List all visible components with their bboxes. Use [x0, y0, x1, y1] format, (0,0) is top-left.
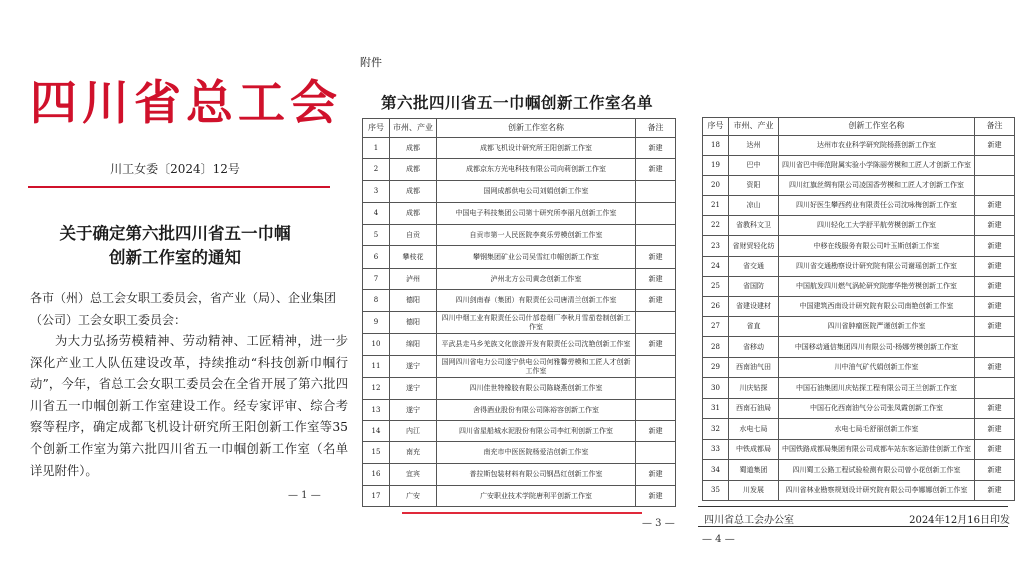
region-cell: 资阳 [729, 176, 779, 196]
table-row [363, 421, 676, 442]
row-number-cell: 2 [363, 159, 390, 181]
studio-name-cell: 泸州北方公司黄念创新工作室 [437, 269, 636, 290]
region-cell: 达州 [729, 136, 779, 156]
remark-cell [975, 156, 1015, 176]
region-cell: 西南石油局 [729, 399, 779, 419]
studio-name-cell: 中国石化西南油气分公司张凤霞创新工作室 [779, 399, 975, 419]
document-page-1 [0, 0, 350, 562]
studio-name-cell: 四川佳世特橡胶有限公司陈晓燕创新工作室 [437, 378, 636, 400]
studio-name-cell: 川中油气矿代娟创新工作室 [779, 358, 975, 378]
studio-name-cell: 国网四川省电力公司遂宁供电公司何雅馨劳模和工匠人才创新工作室 [437, 356, 636, 378]
header-cell: 序号 [703, 118, 729, 136]
row-number-cell: 17 [363, 486, 390, 507]
row-number-cell: 35 [703, 481, 729, 501]
remark-cell: 新建 [975, 257, 1015, 277]
remark-cell: 新建 [975, 399, 1015, 419]
table-row [703, 337, 1015, 358]
region-cell: 成都 [390, 159, 437, 181]
table-row [363, 400, 676, 421]
table-row [363, 334, 676, 356]
page-number: — 4 — [702, 534, 735, 545]
region-cell: 成都 [390, 181, 437, 203]
region-cell: 凉山 [729, 196, 779, 216]
attachment-label: 附件 [360, 56, 382, 69]
row-number-cell: 26 [703, 297, 729, 317]
studio-name-cell: 四川省林业勘察规划设计研究院有限公司李娜娜创新工作室 [779, 481, 975, 501]
remark-cell: 新建 [975, 481, 1015, 501]
table-row [363, 442, 676, 464]
studio-name-cell: 攀钢集团矿业公司吴雪红巾帼创新工作室 [437, 246, 636, 269]
salutation: 各市（州）总工会女职工委员会，省产业（局）、企业集团（公司）工会女职工委员会： [30, 291, 337, 327]
row-number-cell: 22 [703, 216, 729, 236]
table-row [363, 225, 676, 246]
footer-top-rule [698, 506, 1008, 507]
studio-name-cell: 中移在线服务有限公司叶玉斯创新工作室 [779, 236, 975, 257]
table-row [703, 358, 1015, 378]
remark-cell: 新建 [975, 419, 1015, 440]
studio-name-cell: 四川好医生攀西药业有限责任公司沈咏梅创新工作室 [779, 196, 975, 216]
region-cell: 内江 [390, 421, 437, 442]
document-number: 川工女委〔2024〕12号 [110, 162, 240, 176]
page-number: — 3 — [642, 518, 675, 529]
region-cell: 泸州 [390, 269, 437, 290]
remark-cell: 新建 [975, 196, 1015, 216]
header-cell: 市州、产业 [390, 119, 437, 138]
table-row [703, 419, 1015, 440]
red-divider-line [28, 186, 330, 188]
remark-cell: 新建 [975, 216, 1015, 236]
row-number-cell: 3 [363, 181, 390, 203]
row-number-cell: 12 [363, 378, 390, 400]
letterhead-title: 四川省总工会 [30, 76, 342, 131]
notice-title [0, 222, 350, 270]
remark-cell: 新建 [636, 159, 676, 181]
studio-name-cell: 国网成都供电公司刘娟创新工作室 [437, 181, 636, 203]
remark-cell: 新建 [975, 358, 1015, 378]
table-row [363, 269, 676, 290]
remark-cell: 新建 [975, 460, 1015, 481]
notice-title-line-2: 创新工作室的通知 [109, 248, 241, 267]
row-number-cell: 4 [363, 203, 390, 225]
studio-name-cell: 中国建筑西南设计研究院有限公司南艳创新工作室 [779, 297, 975, 317]
remark-cell: 新建 [975, 297, 1015, 317]
studio-list-table [362, 118, 676, 507]
header-cell: 备注 [636, 119, 676, 138]
remark-cell: 新建 [636, 486, 676, 507]
region-cell: 德阳 [390, 312, 437, 334]
row-number-cell: 27 [703, 317, 729, 337]
footer-bottom-rule [698, 526, 1008, 527]
region-cell: 川发展 [729, 481, 779, 501]
region-cell: 广安 [390, 486, 437, 507]
row-number-cell: 15 [363, 442, 390, 464]
row-number-cell: 34 [703, 460, 729, 481]
row-number-cell: 6 [363, 246, 390, 269]
remark-cell [975, 378, 1015, 399]
row-number-cell: 18 [703, 136, 729, 156]
studio-name-cell: 四川省肿瘤医院严谨创新工作室 [779, 317, 975, 337]
row-number-cell: 24 [703, 257, 729, 277]
region-cell: 省财贸轻化纺 [729, 236, 779, 257]
table-row [363, 181, 676, 203]
row-number-cell: 1 [363, 138, 390, 159]
region-cell: 南充 [390, 442, 437, 464]
row-number-cell: 23 [703, 236, 729, 257]
row-number-cell: 7 [363, 269, 390, 290]
remark-cell [636, 378, 676, 400]
table-row [703, 196, 1015, 216]
row-number-cell: 21 [703, 196, 729, 216]
table-row [703, 317, 1015, 337]
region-cell: 西南油气田 [729, 358, 779, 378]
remark-cell [636, 356, 676, 378]
table-row [363, 159, 676, 181]
table-row [363, 378, 676, 400]
remark-cell: 新建 [975, 136, 1015, 156]
studio-name-cell: 四川剑南春（集团）有限责任公司唐清兰创新工作室 [437, 290, 636, 312]
remark-cell [975, 176, 1015, 196]
region-cell: 成都 [390, 138, 437, 159]
remark-cell: 新建 [636, 421, 676, 442]
row-number-cell: 32 [703, 419, 729, 440]
table-row [703, 440, 1015, 460]
row-number-cell: 9 [363, 312, 390, 334]
footer-office: 四川省总工会办公室 [704, 515, 794, 526]
region-cell: 遂宁 [390, 356, 437, 378]
remark-cell: 新建 [636, 464, 676, 486]
region-cell: 蜀道集团 [729, 460, 779, 481]
remark-cell: 新建 [636, 269, 676, 290]
region-cell: 攀枝花 [390, 246, 437, 269]
region-cell: 省直 [729, 317, 779, 337]
row-number-cell: 20 [703, 176, 729, 196]
table-row [703, 399, 1015, 419]
header-cell: 创新工作室名称 [779, 118, 975, 136]
table-row [363, 464, 676, 486]
row-number-cell: 25 [703, 277, 729, 297]
remark-cell: 新建 [636, 334, 676, 356]
remark-cell: 新建 [975, 277, 1015, 297]
row-number-cell: 14 [363, 421, 390, 442]
list-title: 第六批四川省五一巾帼创新工作室名单 [380, 93, 653, 112]
studio-name-cell: 中国航发四川燃气涡轮研究院廖华艳劳模创新工作室 [779, 277, 975, 297]
table-row [703, 176, 1015, 196]
studio-name-cell: 中国移动通信集团四川有限公司-杨娜劳模创新工作室 [779, 337, 975, 358]
header-cell: 备注 [975, 118, 1015, 136]
region-cell: 自贡 [390, 225, 437, 246]
studio-name-cell: 四川中烟工业有限责任公司什邡卷烟厂李秋月雪茄卷制创新工作室 [437, 312, 636, 334]
remark-cell [636, 203, 676, 225]
studio-name-cell: 四川蜀工公路工程试验检测有限公司曾小花创新工作室 [779, 460, 975, 481]
region-cell: 巴中 [729, 156, 779, 176]
table-row [703, 277, 1015, 297]
row-number-cell: 30 [703, 378, 729, 399]
remark-cell [636, 442, 676, 464]
row-number-cell: 33 [703, 440, 729, 460]
region-cell: 德阳 [390, 290, 437, 312]
remark-cell: 新建 [636, 290, 676, 312]
region-cell: 宜宾 [390, 464, 437, 486]
table-row [703, 481, 1015, 501]
studio-list-table-continued [702, 117, 1015, 501]
region-cell: 省建设建材 [729, 297, 779, 317]
studio-name-cell: 四川轻化工大学舒平航劳模创新工作室 [779, 216, 975, 236]
remark-cell [975, 337, 1015, 358]
studio-name-cell: 达州市农业科学研究院杨燕创新工作室 [779, 136, 975, 156]
studio-name-cell: 南充市中医医院杨爱洁创新工作室 [437, 442, 636, 464]
table-row [703, 460, 1015, 481]
table-row [363, 356, 676, 378]
row-number-cell: 28 [703, 337, 729, 358]
table-row [363, 312, 676, 334]
remark-cell: 新建 [975, 236, 1015, 257]
region-cell: 遂宁 [390, 378, 437, 400]
studio-name-cell: 平武县走马乡羌族文化旅游开发有限责任公司沈艳创新工作室 [437, 334, 636, 356]
remark-cell [636, 181, 676, 203]
studio-name-cell: 四川省交通勘察设计研究院有限公司谢瑶创新工作室 [779, 257, 975, 277]
studio-name-cell: 成都飞机设计研究所王阳创新工作室 [437, 138, 636, 159]
page-number: — 1 — [288, 490, 321, 501]
region-cell: 成都 [390, 203, 437, 225]
studio-name-cell: 中国石油集团川庆钻探工程有限公司王兰创新工作室 [779, 378, 975, 399]
remark-cell: 新建 [975, 317, 1015, 337]
red-underline [402, 512, 642, 514]
region-cell: 中铁成都局 [729, 440, 779, 460]
studio-name-cell: 成都京东方光电科技有限公司向莉创新工作室 [437, 159, 636, 181]
table-row [703, 297, 1015, 317]
table-row [703, 236, 1015, 257]
studio-name-cell: 四川省巴中师范附属实验小学陈丽劳模和工匠人才创新工作室 [779, 156, 975, 176]
document-page-3 [352, 0, 682, 562]
studio-name-cell: 普拉斯包装材料有限公司钢昌红创新工作室 [437, 464, 636, 486]
row-number-cell: 8 [363, 290, 390, 312]
remark-cell: 新建 [636, 138, 676, 159]
table-row [703, 136, 1015, 156]
notice-title-line-1: 关于确定第六批四川省五一巾帼 [59, 224, 291, 243]
row-number-cell: 13 [363, 400, 390, 421]
studio-name-cell: 四川省星船城水泥股份有限公司李红利创新工作室 [437, 421, 636, 442]
studio-name-cell: 舍得酒业股份有限公司陈裕容创新工作室 [437, 400, 636, 421]
remark-cell [636, 312, 676, 334]
remark-cell [636, 225, 676, 246]
table-row [363, 486, 676, 507]
header-cell: 序号 [363, 119, 390, 138]
region-cell: 遂宁 [390, 400, 437, 421]
row-number-cell: 29 [703, 358, 729, 378]
table-row [363, 138, 676, 159]
row-number-cell: 11 [363, 356, 390, 378]
region-cell: 绵阳 [390, 334, 437, 356]
table-row [703, 378, 1015, 399]
studio-name-cell: 广安职业技术学院唐利平创新工作室 [437, 486, 636, 507]
region-cell: 省交通 [729, 257, 779, 277]
region-cell: 水电七局 [729, 419, 779, 440]
region-cell: 川庆钻探 [729, 378, 779, 399]
row-number-cell: 5 [363, 225, 390, 246]
row-number-cell: 16 [363, 464, 390, 486]
remark-cell [636, 400, 676, 421]
table-row [703, 257, 1015, 277]
header-cell: 创新工作室名称 [437, 119, 636, 138]
remark-cell: 新建 [975, 440, 1015, 460]
remark-cell: 新建 [636, 246, 676, 269]
studio-name-cell: 自贡市第一人民医院李爽乐劳模创新工作室 [437, 225, 636, 246]
studio-name-cell: 水电七局毛舒丽创新工作室 [779, 419, 975, 440]
row-number-cell: 10 [363, 334, 390, 356]
body-paragraph: 为大力弘扬劳模精神、劳动精神、工匠精神，进一步深化产业工人队伍建设改革，持续推动“科技创新巾帼行动”，今年，省总工会女职工委员会在全省开展了第六批四川省五一巾帼创新工作室建设工作。经专家评审、综合考察等程序，确定成都飞机设计研究所王阳创新工作室等35个创新工作室为第六批四川省五一巾帼创新工作室（名单详见附件）。 [30, 334, 348, 478]
row-number-cell: 31 [703, 399, 729, 419]
table-row [363, 246, 676, 269]
region-cell: 省国防 [729, 277, 779, 297]
studio-name-cell: 四川红旗丝绸有限公司凌国香劳模和工匠人才创新工作室 [779, 176, 975, 196]
header-cell: 市州、产业 [729, 118, 779, 136]
table-row [363, 290, 676, 312]
table-row [363, 203, 676, 225]
table-row [703, 156, 1015, 176]
table-row [703, 216, 1015, 236]
footer-date: 2024年12月16日印发 [909, 515, 1010, 526]
row-number-cell: 19 [703, 156, 729, 176]
studio-name-cell: 中国电子科技集团公司第十研究所李丽凡创新工作室 [437, 203, 636, 225]
document-page-4 [688, 0, 1024, 562]
studio-name-cell: 中国铁路成都局集团有限公司成都车站东客运游佳创新工作室 [779, 440, 975, 460]
region-cell: 省教科文卫 [729, 216, 779, 236]
region-cell: 省移动 [729, 337, 779, 358]
